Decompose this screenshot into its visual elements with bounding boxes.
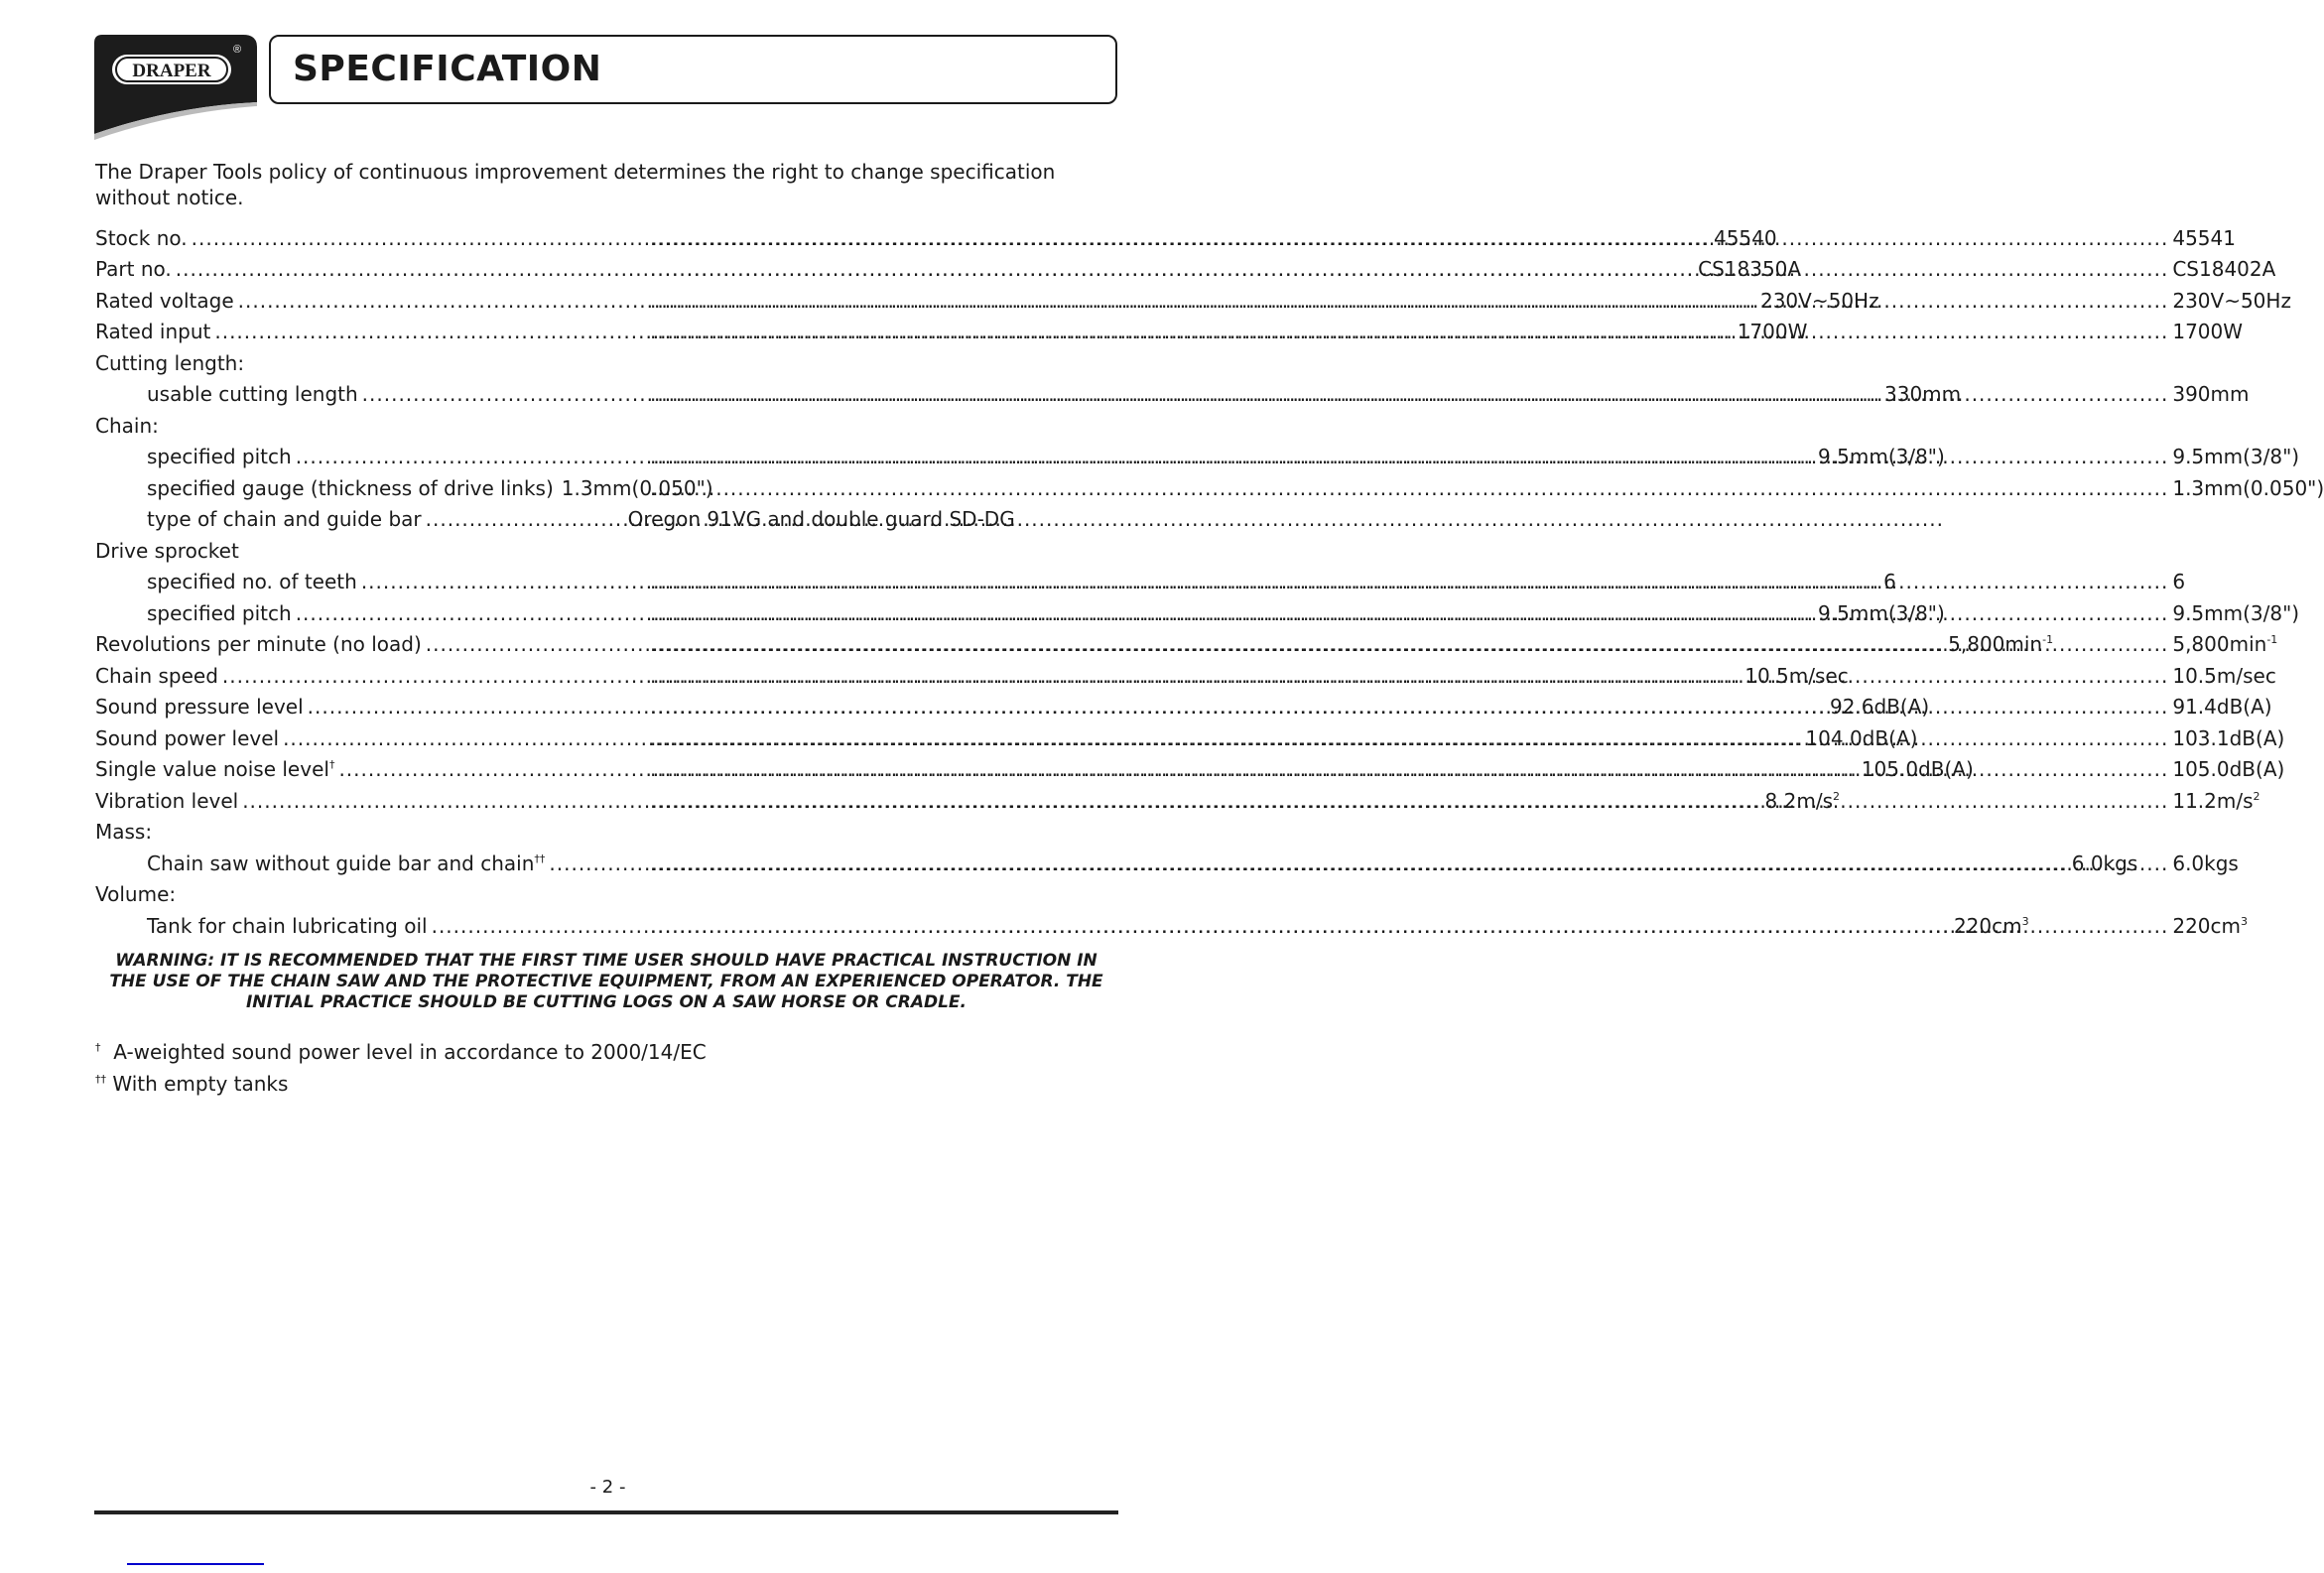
spec-value-45541: 9.5mm(3/8") bbox=[2172, 600, 2300, 625]
spec-row bbox=[95, 754, 2285, 786]
spec-col-2 bbox=[646, 226, 2236, 250]
spec-col-1 bbox=[147, 851, 2138, 875]
spec-col-1 bbox=[95, 663, 1849, 688]
spec-col-2 bbox=[646, 289, 2291, 313]
footnote-1 bbox=[95, 1040, 707, 1064]
spec-heading bbox=[95, 879, 1113, 911]
spec-label: specified pitch bbox=[147, 445, 292, 469]
spec-label: Cutting length: bbox=[95, 350, 245, 375]
spec-value-45541: 103.1dB(A) bbox=[2172, 725, 2285, 750]
leader-dots bbox=[650, 632, 2168, 656]
spec-heading bbox=[95, 410, 1113, 442]
spec-value-45541: CS18402A bbox=[2172, 257, 2276, 282]
spec-label: Sound pressure level bbox=[95, 695, 304, 720]
registered-mark: ® bbox=[233, 44, 242, 56]
spec-row bbox=[95, 660, 2276, 692]
spec-col-1 bbox=[147, 382, 1962, 407]
spec-label: Chain speed bbox=[95, 663, 218, 688]
spec-col-1 bbox=[95, 225, 1777, 250]
spec-heading bbox=[95, 535, 1113, 567]
spec-label: Single value noise level† bbox=[95, 757, 335, 782]
spec-col-2 bbox=[646, 914, 2248, 938]
superscript: -1 bbox=[2042, 633, 2054, 647]
spec-value-45540: 10.5m/sec bbox=[1744, 663, 1849, 688]
spec-heading bbox=[95, 817, 1113, 849]
leader-dots bbox=[650, 601, 2168, 625]
spec-value-45541: 6 bbox=[2172, 570, 2186, 594]
superscript: † bbox=[328, 758, 335, 772]
spec-col-2 bbox=[646, 601, 2299, 625]
leader-dots bbox=[650, 664, 2168, 688]
spec-col-1 bbox=[95, 695, 1930, 720]
spec-label: Chain: bbox=[95, 413, 159, 438]
spec-col-2 bbox=[646, 789, 2260, 813]
spec-label: Vibration level bbox=[95, 788, 239, 813]
spec-row bbox=[95, 910, 2248, 942]
spec-label: Rated voltage bbox=[95, 288, 234, 313]
footer-rule bbox=[94, 1510, 1118, 1514]
leader-dots bbox=[650, 257, 2168, 281]
spec-value-45541: 390mm bbox=[2172, 382, 2250, 407]
leader-dots bbox=[650, 320, 2168, 343]
leader-dots bbox=[650, 570, 2168, 593]
leader-dots bbox=[650, 445, 2168, 468]
spec-value-45540: 330mm bbox=[1884, 382, 1962, 407]
spec-label: type of chain and guide bar bbox=[147, 507, 422, 532]
spec-label: Revolutions per minute (no load) bbox=[95, 632, 422, 657]
spec-label: Chain saw without guide bar and chain†† bbox=[147, 851, 546, 875]
spec-heading bbox=[95, 347, 1113, 379]
spec-value-45540: 1.3mm(0.050") bbox=[561, 475, 713, 500]
leader-dots bbox=[650, 914, 2168, 938]
spec-value-45540: 1700W bbox=[1737, 320, 1808, 344]
spec-col-2 bbox=[646, 382, 2249, 406]
spec-value-45540: CS18350A bbox=[1698, 257, 1802, 282]
spec-label: Mass: bbox=[95, 820, 153, 845]
leader-dots bbox=[650, 852, 2168, 875]
spec-col-1 bbox=[95, 257, 1802, 282]
superscript: 3 bbox=[2021, 914, 2029, 928]
leader-dots bbox=[426, 507, 624, 531]
spec-col-2 bbox=[646, 445, 2299, 468]
spec-label: Drive sprocket bbox=[95, 538, 239, 563]
intro-text: The Draper Tools policy of continuous improvement determines the right to change specification without notice. bbox=[95, 160, 1056, 209]
leader-dots bbox=[650, 382, 2168, 406]
spec-row bbox=[95, 567, 2186, 598]
spec-value-45540: $5,800\min^{-1}$ bbox=[1948, 632, 2054, 657]
spec-col-2 bbox=[646, 757, 2284, 781]
spec-label: Volume: bbox=[95, 882, 177, 907]
spec-col-1 bbox=[95, 632, 2054, 657]
spec-col-1 bbox=[147, 600, 1945, 625]
spec-col-1 bbox=[147, 475, 713, 500]
spec-row bbox=[95, 254, 2276, 286]
spec-col-1 bbox=[95, 725, 1918, 750]
spec-table bbox=[95, 222, 2324, 942]
spec-col-2 bbox=[646, 726, 2284, 750]
spec-row bbox=[95, 722, 2285, 754]
spec-label: usable cutting length bbox=[147, 382, 358, 407]
spec-value-45541: 105.0dB(A) bbox=[2172, 757, 2285, 782]
link-underline[interactable] bbox=[127, 1563, 264, 1565]
spec-row bbox=[95, 785, 2260, 817]
spec-label: specified gauge (thickness of drive links) bbox=[147, 475, 554, 500]
spec-value-45540: $8.2m/s^2$ bbox=[1764, 788, 1840, 813]
spec-row bbox=[95, 285, 2291, 317]
footnote-mark: †† bbox=[95, 1073, 106, 1086]
leader-dots bbox=[650, 789, 2168, 813]
page-number: - 2 - bbox=[589, 1477, 626, 1498]
spec-col-1 bbox=[147, 445, 1945, 469]
superscript: -1 bbox=[2266, 633, 2278, 647]
spec-col-1 bbox=[95, 757, 1974, 782]
spec-col-2 bbox=[646, 695, 2272, 719]
spec-value-45541: $11.2m/s^2$ bbox=[2172, 788, 2260, 813]
spec-value-45540: 230V~50Hz bbox=[1759, 288, 1879, 313]
draper-logo bbox=[94, 35, 257, 141]
spec-value-45541: $5,800\min^{-1}$ bbox=[2172, 632, 2278, 657]
spec-label: specified no. of teeth bbox=[147, 570, 357, 594]
leader-dots bbox=[650, 757, 2168, 781]
spec-col-2 bbox=[646, 664, 2276, 688]
spec-row bbox=[95, 504, 1113, 536]
spec-value-45541: 6.0kgs bbox=[2172, 851, 2239, 875]
spec-value-45540: 92.6dB(A) bbox=[1829, 695, 1930, 720]
warning-text: WARNING: IT IS RECOMMENDED THAT THE FIRST TIME USER SHOULD HAVE PRACTICAL INSTRUCTION IN THE USE OF THE CHAIN SAW AND THE PROTECTIVE EQUIPMENT, FROM AN EXPERIENCED OPERATOR. THE INITIAL PRACTICE SHOULD BE CUTTING LOGS ON A SAW HORSE OR CRADLE. bbox=[109, 951, 1103, 1012]
spec-value-45541: 230V~50Hz bbox=[2172, 288, 2291, 313]
spec-value-45541: 1.3mm(0.050") bbox=[2172, 475, 2324, 500]
spec-value-45540: 9.5mm(3/8") bbox=[1818, 600, 1945, 625]
leader-dots bbox=[650, 695, 2168, 719]
spec-row bbox=[95, 692, 2272, 723]
spec-value-45541: 9.5mm(3/8") bbox=[2172, 445, 2300, 469]
footnote-text: A-weighted sound power level in accordance to 2000/14/EC bbox=[113, 1040, 707, 1064]
spec-label: Sound power level bbox=[95, 725, 280, 750]
spec-col-2 bbox=[646, 476, 2324, 500]
spec-col-2 bbox=[646, 570, 2185, 593]
spec-row bbox=[95, 379, 2250, 411]
spec-row bbox=[95, 629, 2278, 661]
spec-value-45540: 6 bbox=[1883, 570, 1896, 594]
spec-label: Rated input bbox=[95, 320, 211, 344]
superscript: †† bbox=[534, 852, 546, 865]
spec-col-2 bbox=[646, 257, 2275, 281]
leader-dots bbox=[650, 726, 2168, 750]
spec-row bbox=[95, 597, 2300, 629]
spec-value-45541: 10.5m/sec bbox=[2172, 663, 2276, 688]
spec-col-2 bbox=[646, 632, 2277, 656]
page-title: SPECIFICATION bbox=[293, 49, 602, 89]
spec-col-1 bbox=[147, 913, 2029, 938]
spec-label: Stock no. bbox=[95, 225, 188, 250]
spec-value-45540: 105.0dB(A) bbox=[1861, 757, 1974, 782]
brand-text: DRAPER bbox=[132, 61, 211, 81]
spec-value-45540: 104.0dB(A) bbox=[1805, 725, 1918, 750]
spec-value-45540: 9.5mm(3/8") bbox=[1818, 445, 1945, 469]
spec-value-45540: 45540 bbox=[1713, 225, 1777, 250]
spec-row bbox=[95, 442, 2300, 473]
spec-row bbox=[95, 472, 2324, 504]
spec-row bbox=[95, 222, 2236, 254]
spec-col-2 bbox=[646, 852, 2239, 875]
spec-col-2 bbox=[646, 320, 2243, 343]
spec-col-1 bbox=[95, 788, 1840, 813]
spec-label: Tank for chain lubricating oil bbox=[147, 913, 428, 938]
spec-value-45541: $220cm^3$ bbox=[2172, 913, 2248, 938]
superscript: 2 bbox=[1833, 789, 1840, 803]
spec-value-45541: 91.4dB(A) bbox=[2172, 695, 2272, 720]
spec-label: Part no. bbox=[95, 257, 172, 282]
superscript: 3 bbox=[2241, 914, 2248, 928]
spec-value: Oregon 91VG and double guard SD-DG bbox=[627, 507, 1015, 532]
spec-col-1 bbox=[95, 288, 1879, 313]
spec-value-45540: 6.0kgs bbox=[2071, 851, 2138, 875]
spec-row bbox=[95, 317, 2244, 348]
superscript: 2 bbox=[2253, 789, 2260, 803]
spec-label: specified pitch bbox=[147, 600, 292, 625]
spec-value-45540: $220cm^3$ bbox=[1953, 913, 2029, 938]
draper-logo-graphic bbox=[94, 35, 257, 141]
spec-value-45541: 1700W bbox=[2172, 320, 2244, 344]
title-box bbox=[269, 35, 1117, 104]
leader-dots bbox=[650, 226, 2168, 250]
spec-col-1 bbox=[147, 570, 1896, 594]
spec-value-45541: 45541 bbox=[2172, 225, 2236, 250]
footnote-text: With empty tanks bbox=[112, 1072, 289, 1096]
leader-dots bbox=[650, 476, 2168, 500]
footnote-mark: † bbox=[95, 1041, 101, 1054]
spec-row bbox=[95, 848, 2239, 879]
spec-col-1 bbox=[95, 320, 1808, 344]
footnote-2 bbox=[95, 1072, 288, 1096]
leader-dots bbox=[650, 289, 2168, 313]
